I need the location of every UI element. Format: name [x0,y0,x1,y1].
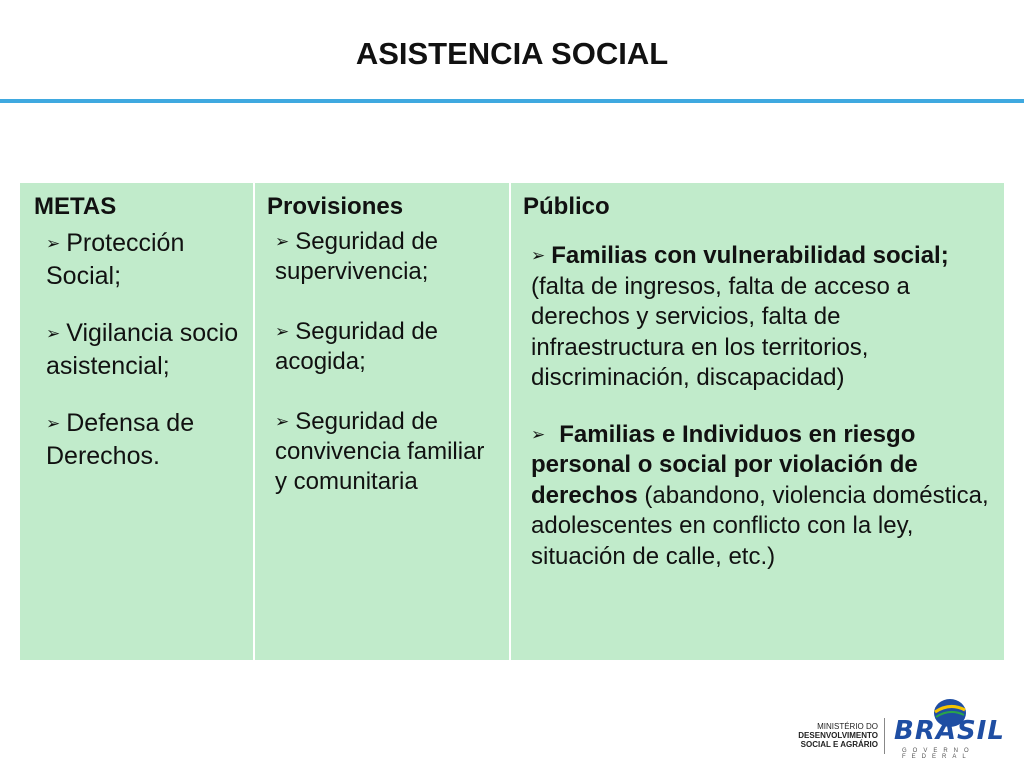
list-item: ➢ Seguridad de supervivencia; [275,228,439,285]
logo-divider [884,718,885,754]
column-header-provisiones: Provisiones [267,193,404,220]
column-publico [511,183,1004,660]
list-item: ➢ Seguridad de convivencia familiar y comunitaria [275,408,485,495]
arrow-bullet-icon: ➢ [531,246,546,265]
brasil-logo-subtitle: GOVERNO FEDERAL [902,748,975,760]
footer-logos [798,698,1020,760]
arrow-bullet-icon: ➢ [46,234,61,253]
arrow-bullet-icon: ➢ [46,414,61,433]
arrow-bullet-icon: ➢ [275,322,290,341]
ministry-logo: MINISTÉRIO DO DESENVOLVIMENTO SOCIAL E AGRÁRIO [798,722,878,749]
column-header-publico: Público [523,193,610,220]
list-item: ➢ Vigilancia socio asistencial; [46,319,239,380]
list-item: ➢ Familias e Individuos en riesgo personal o social por violación de derechos (abandono, violencia doméstica, adolescentes en conflicto con la ley, situación de calle, etc.) [531,420,989,570]
arrow-bullet-icon: ➢ [275,232,290,251]
list-item: ➢ Defensa de Derechos. [46,409,195,470]
brasil-logo-text: BRASIL [894,716,1005,746]
list-item: ➢ Seguridad de acogida; [275,318,439,375]
column-header-metas: METAS [34,193,117,220]
page-title: ASISTENCIA SOCIAL [355,36,669,71]
column-provisiones [255,183,511,660]
arrow-bullet-icon: ➢ [531,424,546,444]
title-divider [0,99,1024,103]
list-item: ➢ Familias con vulnerabilidad social; (falta de ingresos, falta de acceso a derechos y servicios, falta de infraestructura en los territorios, discriminación, discapacidad) [531,242,949,391]
list-item: ➢ Protección Social; [46,229,185,290]
arrow-bullet-icon: ➢ [46,324,61,343]
column-metas [20,183,255,660]
content-table [20,183,1004,660]
arrow-bullet-icon: ➢ [275,412,290,431]
